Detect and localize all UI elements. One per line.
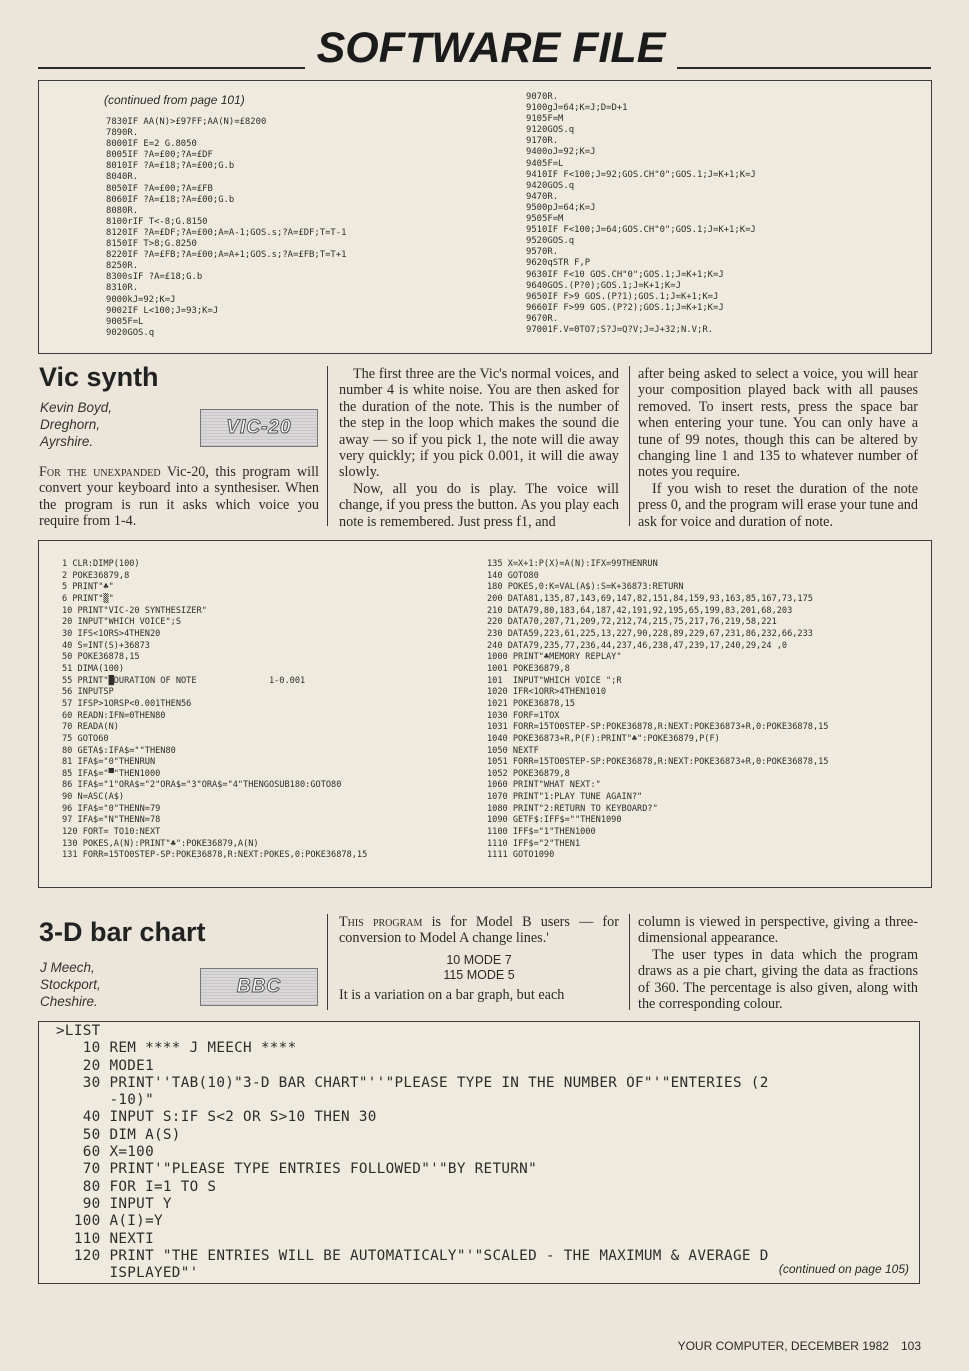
- bbc-col1-text: is for Model B users — for conversion to Model A change lines.': [339, 914, 619, 947]
- code-line: 8080R.: [106, 205, 139, 216]
- vic-column-1: [39, 464, 319, 530]
- vic-listing-right: [487, 559, 828, 862]
- code-line: 8010IF ?A=£18;?A=£00;G.b: [106, 161, 235, 172]
- code-line: 8005IF ?A=£00;?A=£DF: [106, 150, 213, 161]
- code-line: 1021 POKE36878,15: [487, 698, 575, 709]
- bbc-col2-para-1: column is viewed in perspective, giving a three-dimensional appearance.: [638, 914, 918, 947]
- code-line: ISPLAYED"': [56, 1265, 199, 1282]
- code-line: 10 REM **** J MEECH ****: [56, 1040, 297, 1057]
- code-line: 9630IF F<10 GOS.CH"0";GOS.1;J=K+1;K=J: [526, 269, 724, 280]
- code-line: 1070 PRINT"1:PLAY TUNE AGAIN?": [487, 792, 643, 803]
- code-line: 9100gJ=64;K=J;D=D+1: [526, 103, 628, 114]
- bbc-column-2: [638, 914, 918, 1012]
- column-rule: [629, 366, 630, 526]
- code-line: 75 GOTO60: [62, 733, 109, 744]
- code-line: 9620qSTR F,P: [526, 258, 591, 269]
- column-rule: [327, 914, 328, 1010]
- code-line: 8300sIF ?A=£18;G.b: [106, 272, 203, 283]
- continued-from-note: (continued from page 101): [104, 93, 245, 107]
- code-line: 1060 PRINT"WHAT NEXT:": [487, 780, 601, 791]
- code-line: 8060IF ?A=£18;?A=£00;G.b: [106, 194, 235, 205]
- mode-line-1: 10 MODE 7: [446, 952, 512, 967]
- bbc-col1-tail: It is a variation on a bar graph, but each: [339, 986, 565, 1003]
- code-line: 9410IF F<100;J=92;GOS.CH"0";GOS.1;J=K+1;K=J: [526, 169, 756, 180]
- code-line: 8150IF T>8;G.8250: [106, 239, 197, 250]
- vic-col1-text: Vic-20, this program will convert your keyboard into a synthesiser. When the program is run it asks which voice you require from 1-4.: [39, 464, 320, 530]
- code-line: 130 POKES,A(N):PRINT"♣":POKE36879,A(N): [62, 838, 259, 849]
- code-line: 50 POKE36878,15: [62, 652, 140, 663]
- code-line: 9020GOS.q: [106, 327, 155, 338]
- code-line: 9650IF F>9 GOS.(P?1);GOS.1;J=K+1;K=J: [526, 291, 719, 302]
- code-line: 30 IFS<1ORS>4THEN20: [62, 628, 161, 639]
- code-line: 51 DIMA(100): [62, 663, 125, 674]
- vic-col2-para-2: Now, all you do is play. The voice will change, if you press the button. As you play each note is remembered. Just press f1, and: [339, 480, 619, 530]
- vic-column-3: [638, 366, 918, 530]
- code-line: 7830IF AA(N)>£97FF;AA(N)=£8200: [106, 117, 267, 127]
- code-line: 110 NEXTI: [56, 1230, 154, 1247]
- code-line: 1030 FORF=1TOX: [487, 710, 560, 721]
- code-line: 9005F=L: [106, 316, 144, 327]
- code-line: 9520GOS.q: [526, 236, 575, 247]
- code-line: 97 IFA$="N"THENN=78: [62, 815, 161, 826]
- code-line: 2 POKE36879,8: [62, 570, 130, 581]
- vic-20-badge-label: VIC-20: [226, 417, 292, 438]
- vic-col3-para-2: If you wish to reset the duration of the note press 0, and the program will erase your tune and ask for voice and duration of note.: [638, 480, 918, 530]
- code-line: 80 GETA$:IFA$=""THEN80: [62, 745, 176, 756]
- vic-lead-in: For the unexpanded: [39, 464, 161, 480]
- code-line: 180 POKES,0:K=VAL(A$):S=K+36873:RETURN: [487, 582, 684, 593]
- code-line: 81 IFA$="0"THENRUN: [62, 757, 156, 768]
- vic-listing-left: [62, 559, 367, 862]
- code-line: 50 DIM A(S): [56, 1126, 181, 1143]
- code-line: 9070R.: [526, 92, 559, 102]
- column-rule: [327, 366, 328, 526]
- code-line: 9570R.: [526, 247, 559, 258]
- code-line: 9002IF L<100;J=93;K=J: [106, 305, 219, 316]
- code-line: 1111 GOTO1090: [487, 850, 555, 861]
- code-line: 40 INPUT S:IF S<2 OR S>10 THEN 30: [56, 1109, 377, 1126]
- bbc-article-title: 3-D bar chart: [39, 917, 206, 947]
- code-line: 20 MODE1: [56, 1057, 154, 1074]
- code-line: 56 INPUTSP: [62, 687, 114, 698]
- code-line: 9660IF F>99 GOS.(P?2);GOS.1;J=K+1;K=J: [526, 302, 724, 313]
- code-line: 9400oJ=92;K=J: [526, 147, 596, 158]
- code-line: 9105F=M: [526, 114, 564, 125]
- bbc-lead-in: This program: [339, 914, 423, 930]
- bbc-listing: [56, 1023, 769, 1282]
- code-line: 100 A(I)=Y: [56, 1213, 163, 1230]
- code-line: 1090 GETF$:IFF$=""THEN1090: [487, 815, 622, 826]
- vic-20-badge: [200, 409, 318, 447]
- code-line: 1050 NEXTF: [487, 745, 539, 756]
- code-line: 9000kJ=92;K=J: [106, 294, 176, 305]
- bbc-col2-para-2: The user types in data which the program draws as a pie chart, giving the data as fractions of 360. The percentage is also given, along with the corresponding colour.: [638, 946, 918, 1013]
- code-line: 80 FOR I=1 TO S: [56, 1178, 217, 1195]
- code-line: 85 IFA$="▀"THEN1000: [62, 768, 161, 779]
- code-line: 70 READA(N): [62, 722, 119, 733]
- code-line: >LIST: [56, 1023, 101, 1039]
- code-line: 9170R.: [526, 136, 559, 147]
- code-line: 1100 IFF$="1"THEN1000: [487, 827, 596, 838]
- code-line: 90 N=ASC(A$): [62, 792, 125, 803]
- vic-byline: Kevin Boyd, Dreghorn, Ayrshire.: [40, 400, 113, 449]
- code-line: 9670R.: [526, 313, 559, 324]
- code-line: 30 PRINT''TAB(10)"3-D BAR CHART"''"PLEASE TYPE IN THE NUMBER OF"'"ENTERIES (2: [56, 1074, 769, 1091]
- code-line: -10)": [56, 1092, 154, 1109]
- bbc-badge: [200, 968, 318, 1006]
- code-line: 120 PRINT "THE ENTRIES WILL BE AUTOMATICALY"'"SCALED - THE MAXIMUM & AVERAGE D: [56, 1247, 769, 1264]
- code-line: 6 PRINT"▒": [62, 593, 114, 604]
- code-line: 8100rIF T<-8;G.8150: [106, 216, 208, 227]
- code-line: 9420GOS.q: [526, 180, 575, 191]
- code-line: 7890R.: [106, 128, 139, 139]
- page-footer: [666, 1339, 921, 1353]
- code-line: 9505F=M: [526, 214, 564, 225]
- code-line: 101 INPUT"WHICH VOICE ";R: [487, 675, 622, 686]
- code-line: 120 FORT= TO10:NEXT: [62, 827, 161, 838]
- code-line: 20 INPUT"WHICH VOICE";S: [62, 617, 181, 628]
- code-line: 1110 IFF$="2"THEN1: [487, 838, 581, 849]
- bbc-badge-label: BBC: [236, 976, 282, 997]
- bbc-byline: J Meech, Stockport, Cheshire.: [40, 960, 101, 1009]
- code-line: 1052 POKE36879,8: [487, 768, 570, 779]
- code-line: 210 DATA79,80,183,64,187,42,191,92,195,65,199,83,201,68,203: [487, 605, 793, 616]
- code-line: 9405F=L: [526, 158, 564, 169]
- code-line: 1000 PRINT"♣MEMORY REPLAY": [487, 652, 622, 663]
- code-line: 230 DATA59,223,61,225,13,227,90,228,89,229,67,231,86,232,66,233: [487, 628, 813, 639]
- code-line: 8250R.: [106, 261, 139, 272]
- code-line: 9640GOS.(P?0);GOS.1;J=K+1;K=J: [526, 280, 681, 291]
- code-line: 96 IFA$="0"THENN=79: [62, 803, 161, 814]
- code-line: 9510IF F<100;J=64;GOS.CH"0";GOS.1;J=K+1;K=J: [526, 225, 756, 236]
- code-line: 86 IFA$="1"ORA$="2"ORA$="3"ORA$="4"THENGOSUB180:GOTO80: [62, 780, 342, 791]
- code-line: 5 PRINT"♣": [62, 582, 114, 593]
- code-line: 10 PRINT"VIC-20 SYNTHESIZER": [62, 605, 207, 616]
- vic-column-2: [339, 366, 619, 530]
- code-line: 9500pJ=64;K=J: [526, 202, 596, 213]
- code-line: 70 PRINT'"PLEASE TYPE ENTRIES FOLLOWED"'"BY RETURN": [56, 1161, 538, 1178]
- top-listing-right: [526, 92, 756, 336]
- continued-on-note: (continued on page 105): [778, 1262, 909, 1276]
- footer-page-number: 103: [900, 1339, 921, 1353]
- vic-article-title: Vic synth: [39, 362, 159, 392]
- code-line: 8220IF ?A=£FB;?A=£00;A=A+1;GOS.s;?A=£FB;T=T+1: [106, 250, 347, 261]
- code-line: 8000IF E=2 G.8050: [106, 139, 197, 150]
- top-listing-left: [106, 117, 346, 339]
- code-line: 60 READN:IFN=0THEN80: [62, 710, 166, 721]
- code-line: 8040R.: [106, 172, 139, 183]
- code-line: 1040 POKE36873+R,P(F):PRINT"♣":POKE36879,P(F): [487, 733, 720, 744]
- code-line: 240 DATA79,235,77,236,44,237,46,238,47,239,17,240,29,24 ,0: [487, 640, 788, 651]
- code-line: 140 GOTO80: [487, 570, 539, 581]
- page-header-title: SOFTWARE FILE: [305, 22, 677, 74]
- code-line: 40 S=INT(S)+36873: [62, 640, 150, 651]
- code-line: 135 X=X+1:P(X)=A(N):IFX=99THENRUN: [487, 559, 658, 569]
- column-rule: [629, 914, 630, 1010]
- code-line: 220 DATA70,207,71,209,72,212,74,215,75,217,76,219,58,221: [487, 617, 777, 628]
- code-line: 1001 POKE36879,8: [487, 663, 570, 674]
- code-line: 57 IFSP>1ORSP<0.001THEN56: [62, 698, 192, 709]
- bbc-column-1: [339, 914, 619, 1003]
- code-line: 1020 IFR<1ORR>4THEN1010: [487, 687, 606, 698]
- code-line: 1080 PRINT"2:RETURN TO KEYBOARD?": [487, 803, 658, 814]
- code-line: 9120GOS.q: [526, 125, 575, 136]
- code-line: 90 INPUT Y: [56, 1195, 172, 1212]
- code-line: 1051 FORR=15TO0STEP-SP:POKE36878,R:NEXT:POKE36873+R,0:POKE36878,15: [487, 757, 829, 768]
- code-line: 8310R.: [106, 283, 139, 294]
- code-line: 131 FORR=15TO0STEP-SP:POKE36878,R:NEXT:POKES,0:POKE36878,15: [62, 850, 368, 861]
- code-line: 60 X=100: [56, 1144, 154, 1161]
- code-line: 97001F.V=0TO7;S?J=Q?V;J=J+32;N.V;R.: [526, 324, 714, 335]
- code-line: 8050IF ?A=£00;?A=£FB: [106, 183, 213, 194]
- code-line: 9470R.: [526, 191, 559, 202]
- code-line: 1031 FORR=15TO0STEP-SP:POKE36878,R:NEXT:POKE36873+R,0:POKE36878,15: [487, 722, 829, 733]
- mode-line-2: 115 MODE 5: [443, 967, 515, 982]
- code-line: 8120IF ?A=£DF;?A=£00;A=A-1;GOS.s;?A=£DF;T=T-1: [106, 227, 347, 238]
- vic-col2-para-1: The first three are the Vic's normal voices, and number 4 is white noise. You are then asked for the duration of the note. This is the number of the step in the loop which makes the sound die away — so if you pick 1, the note will die away very quickly; if you pick 0.001, it will die away slowly.: [339, 366, 619, 481]
- vic-col3-para-1: after being asked to select a voice, you will hear your composition played back with all pauses removed. To insert rests, press the space bar when entering your tune. You can only have a tune of 99 notes, though this can be altered by changing line 1 and 135 to whatever number of notes you require.: [638, 366, 918, 481]
- code-line: 55 PRINT"█DURATION OF NOTE 1-0.001: [62, 675, 306, 686]
- code-line: 1 CLR:DIMP(100): [62, 559, 140, 569]
- code-line: 200 DATA81,135,87,143,69,147,82,151,84,159,93,163,85,167,73,175: [487, 593, 813, 604]
- footer-publication: YOUR COMPUTER, DECEMBER 1982: [677, 1339, 889, 1353]
